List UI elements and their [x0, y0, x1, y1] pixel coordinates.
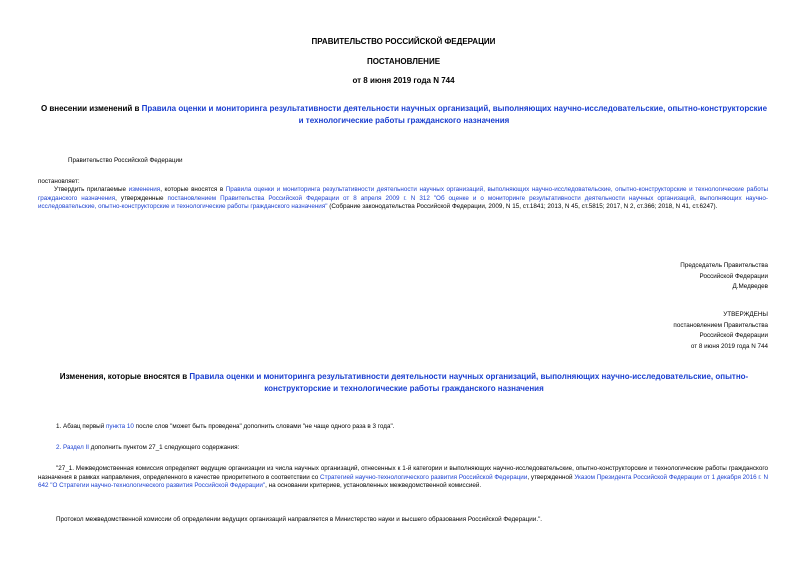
protocol-paragraph: Протокол межведомственной комиссии об определении ведущих организаций направляется в Министерство науки и высшего образования Российской Федерации.". — [56, 516, 543, 523]
item-1-text-1: 1. Абзац первый — [56, 423, 106, 430]
approval-resolution: постановлением Правительства — [673, 321, 768, 329]
changes-link[interactable]: изменения — [128, 186, 161, 193]
decree-text-1: Утвердить прилагаемые — [54, 186, 129, 193]
signature-position: Председатель Правительства — [680, 262, 768, 269]
quote-text-3: , на основании критериев, установленных межведомственной комиссией. — [265, 482, 482, 490]
decree-text-2: , которые вносятся в — [160, 186, 226, 193]
resolution-312-link[interactable]: постановлением Правительства Российской Федерации от 8 апреля 2009 г. N 312 "Об оценке и о мониторинге результативности деятельности научных организаций, выполняющих научно-исследовательские, опытно-конструкторские и технологические работы гражданского назначения" — [38, 194, 768, 211]
document-type: ПОСТАНОВЛЕНИЕ — [366, 57, 441, 66]
approval-date: от 8 июня 2019 года N 744 — [690, 342, 768, 350]
approval-country: Российской Федерации — [699, 332, 768, 340]
title-prefix: О внесении изменений в — [40, 104, 142, 113]
signature-block — [500, 262, 768, 292]
item-1 — [56, 423, 768, 432]
quote-text-2: , утвержденной — [527, 473, 575, 481]
title-rules-link[interactable]: Правила оценки и мониторинга результативности деятельности научных организаций, выполняющих научно-исследовательские, опытно-конструкторские и технологические работы гражданского назначения — [141, 104, 768, 125]
decree-text-3: , утвержденные — [115, 194, 168, 202]
rules-link[interactable]: Правила оценки и мониторинга результативности деятельности научных организаций, выполняющих научно-исследовательские, опытно-конструкторские и технологические работы гражданского назначения — [38, 186, 769, 202]
approval-heading: УТВЕРЖДЕНЫ — [723, 311, 768, 318]
section-2-link[interactable]: 2. Раздел II — [56, 444, 90, 451]
changes-title-rules-link[interactable]: Правила оценки и мониторинга результативности деятельности научных организаций, выполняющих научно-исследовательские, опытно-конструкторские и технологические работы гражданского назначения — [189, 372, 749, 393]
changes-title — [38, 371, 770, 395]
quote-text-1: "27_1. Межведомственная комиссия определяет ведущие организации из числа научных организаций, отнесенных к 1-й категории и выполняющих научно-исследовательские, опытно-конструкторские и технологические работы гражданского назначения в рамках направления, определенного в качестве приоритетного в соответствии со — [38, 465, 768, 481]
point-27-1-paragraph — [38, 465, 768, 491]
changes-title-prefix: Изменения, которые вносятся в — [59, 372, 190, 381]
decree-text-4: (Собрание законодательства Российской Федерации, 2009, N 15, ст.1841; 2013, N 45, ст.5815; 2017, N 2, ст.366; 2018, N 41, ст.6247). — [327, 203, 718, 211]
decree-paragraph — [38, 186, 768, 212]
document-date-number: от 8 июня 2019 года N 744 — [352, 76, 455, 85]
strategy-link[interactable]: Стратегией научно-технологического развития Российской Федерации — [320, 473, 528, 481]
decree-642-link[interactable]: Указом Президента Российской Федерации от 1 декабря 2016 г. N 642 "О Стратегии научно-технологического развития Российской Федерации" — [38, 473, 768, 490]
approval-block — [500, 311, 768, 351]
document-title — [38, 103, 770, 127]
government-heading: ПРАВИТЕЛЬСТВО РОССИЙСКОЙ ФЕДЕРАЦИИ — [311, 37, 496, 46]
item-2 — [56, 444, 768, 453]
issuer-text: Правительство Российской Федерации — [68, 157, 183, 164]
point-10-link[interactable]: пункта 10 — [105, 423, 134, 430]
item-1-text-2: после слов "может быть проведена" дополнить словами "не чаще одного раза в 3 года". — [133, 423, 395, 430]
decides-text: постановляет: — [38, 178, 80, 185]
signature-country: Российской Федерации — [699, 272, 768, 280]
item-2-text: дополнить пунктом 27_1 следующего содержания: — [89, 444, 240, 451]
signature-name: Д.Медведев — [732, 283, 768, 291]
